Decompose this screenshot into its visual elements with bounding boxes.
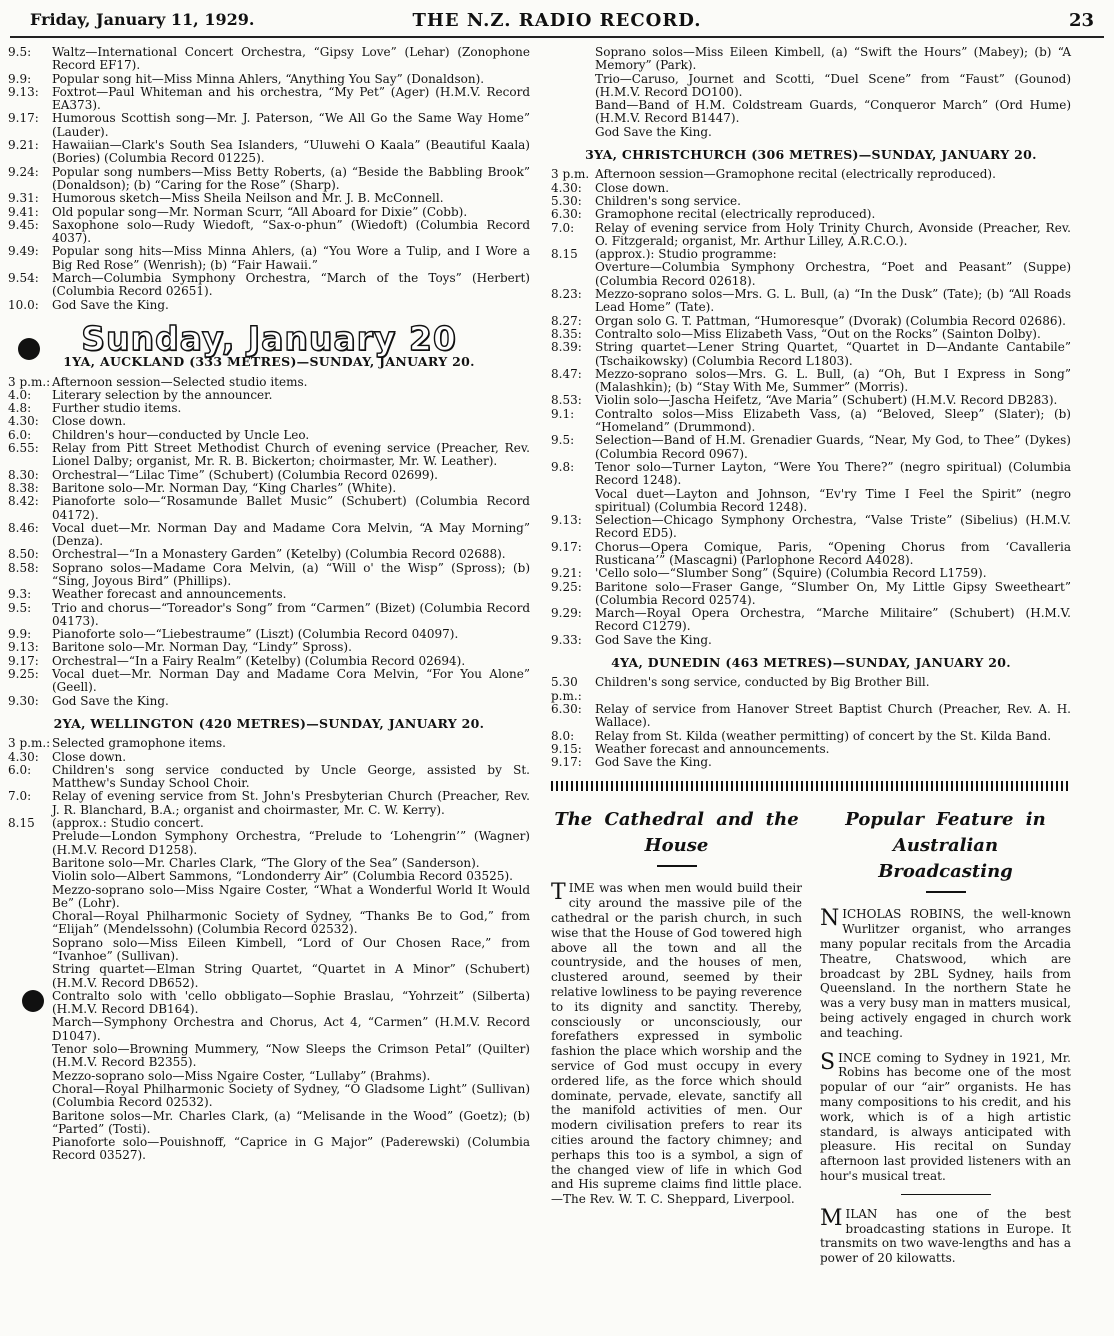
programme-time: 9.31:	[8, 191, 39, 206]
programme-description: Selection—Chicago Symphony Orchestra, “Valse Triste” (Sibelius) (H.M.V. Record ED5).	[595, 513, 1071, 541]
programme-item	[8, 442, 530, 469]
programme-item	[551, 208, 1071, 221]
programme-4ya	[551, 676, 1071, 769]
programme-item	[8, 695, 530, 708]
programme-time: 9.17:	[8, 653, 39, 668]
programme-description: Violin solo—Jascha Heifetz, “Ave Maria” (Schubert) (H.M.V. Record DB283).	[595, 393, 1058, 408]
page-header	[10, 4, 1104, 38]
programme-description: Tenor solo—Turner Layton, “Were You There?” (negro spiritual) (Columbia Record 1248).	[595, 459, 1071, 488]
programme-item	[8, 415, 530, 428]
programme-item	[551, 730, 1071, 743]
programme-description: Chorus—Opera Comique, Paris, “Opening Chorus from ‘Cavalleria Rusticana’” (Mascagni) (Parlophone Record A4028).	[595, 539, 1071, 567]
programme-line: Vocal duet—Layton and Johnson, “Ev'ry Time I Feel the Spirit” (negro spiritual) (Columbia Record 1248).	[595, 486, 1071, 514]
programme-2ya-concert	[8, 830, 530, 1162]
programme-description: Mezzo-soprano solos—Mrs. G. L. Bull, (a) “Oh, But I Express in Song” (Malashkin); (b) “Stay With Me, Summer” (Morris).	[595, 366, 1071, 395]
programme-line: March—Symphony Orchestra and Chorus, Act 4, “Carmen” (H.M.V. Record D1047).	[52, 1015, 530, 1043]
programme-line: God Save the King.	[595, 124, 712, 139]
programme-time: 9.5:	[8, 600, 32, 615]
programme-2ya-continued	[551, 46, 1071, 139]
programme-description: Weather forecast and announcements.	[52, 587, 287, 602]
programme-description: Popular song numbers—Miss Betty Roberts, (a) “Beside the Babbling Brook” (Donaldson); (b) “Caring for the Rose” (Sharp).	[52, 164, 530, 192]
programme-3ya	[551, 168, 1071, 261]
programme-time: 9.3:	[8, 587, 32, 602]
programme-time: 8.0:	[551, 728, 575, 743]
programme-line: Choral—Royal Philharmonic Society of Sydney, “O Gladsome Light” (Sullivan) (Columbia Record 02532).	[52, 1081, 530, 1110]
title-rule	[657, 865, 697, 867]
programme-item	[8, 751, 530, 764]
programme-description: Orchestral—“Lilac Time” (Schubert) (Columbia Record 02699).	[52, 467, 438, 482]
programme-time: 8.15	[551, 247, 578, 262]
programme-description: Orchestral—“In a Monastery Garden” (Ketelby) (Columbia Record 02688).	[52, 547, 506, 562]
programme-time: 6.0:	[8, 427, 32, 442]
programme-description: Selection—Band of H.M. Grenadier Guards, “Near, My God, to Thee” (Dykes) (Columbia Record 0967).	[595, 433, 1071, 461]
programme-time: 4.30:	[8, 414, 39, 429]
decorative-rule	[551, 781, 1071, 791]
programme-item	[8, 166, 530, 193]
article-text: ILAN has one of the best broadcasting stations in Europe. It transmits on two wave-lengths and has a power of 20 kilowatts.	[820, 1206, 1071, 1266]
programme-item	[551, 341, 1071, 368]
programme-item	[8, 219, 530, 246]
programme-line: Prelude—London Symphony Orchestra, “Prelude to ‘Lohengrin’” (Wagner) (H.M.V. Record D1258).	[52, 829, 530, 857]
programme-description: Vocal duet—Mr. Norman Day and Madame Cora Melvin, “A May Morning” (Denza).	[52, 520, 530, 549]
programme-time: 9.13:	[8, 84, 39, 99]
programme-time: 5.30 p.m.:	[551, 675, 582, 703]
programme-time: 8.39:	[551, 340, 582, 355]
programme-item	[8, 429, 530, 442]
page-number: 23	[1068, 10, 1094, 31]
programme-description: Baritone solo—Fraser Gange, “Slumber On, My Little Gipsy Sweetheart” (Columbia Record 02574).	[595, 579, 1071, 607]
programme-item	[551, 541, 1071, 568]
programme-item	[551, 743, 1071, 756]
programme-time: 9.17:	[551, 539, 582, 554]
right-column	[551, 46, 1071, 1276]
programme-item	[551, 288, 1071, 315]
programme-time: 9.54:	[8, 271, 39, 286]
station-heading-1ya: 1YA, AUCKLAND (333 METRES)—SUNDAY, JANUARY 20.	[63, 354, 475, 370]
programme-description: Soprano solos—Madame Cora Melvin, (a) “Will o' the Wisp” (Spross); (b) “Sing, Joyous Bird” (Phillips).	[52, 560, 530, 588]
programme-time: 9.24:	[8, 164, 39, 179]
publication-title: THE N.Z. RADIO RECORD.	[412, 10, 702, 31]
programme-item	[551, 676, 1071, 703]
programme-time: 8.50:	[8, 547, 39, 562]
drop-cap: M	[820, 1205, 843, 1231]
programme-description: Waltz—International Concert Orchestra, “Gipsy Love” (Lehar) (Zonophone Record EF17).	[52, 45, 530, 73]
programme-description: Organ solo G. T. Pattman, “Humoresque” (Dvorak) (Columbia Record 02686).	[595, 313, 1066, 328]
programme-description: Mezzo-soprano solos—Mrs. G. L. Bull, (a) “In the Dusk” (Tate); (b) “All Roads Lead Home” (Tate).	[595, 287, 1071, 315]
programme-time: 8.47:	[551, 366, 582, 381]
programme-description: March—Royal Opera Orchestra, “Marche Militaire” (Schubert) (H.M.V. Record C1279).	[595, 606, 1071, 634]
programme-description: Children's hour—conducted by Uncle Leo.	[52, 427, 310, 442]
programme-item	[8, 389, 530, 402]
programme-description: (approx.): Studio programme:	[595, 247, 777, 262]
programme-time: 9.9:	[8, 71, 32, 86]
programme-description: Afternoon session—Selected studio items.	[52, 374, 308, 389]
programme-description: Vocal duet—Mr. Norman Day and Madame Cora Melvin, “For You Alone” (Geell).	[52, 667, 530, 695]
programme-item	[8, 641, 530, 654]
friday-programme-continued	[8, 46, 530, 312]
station-heading-3ya: 3YA, CHRISTCHURCH (306 METRES)—SUNDAY, JANUARY 20.	[585, 147, 1037, 163]
programme-time: 8.27:	[551, 313, 582, 328]
article-paragraph	[820, 1051, 1071, 1184]
programme-description: God Save the King.	[595, 755, 712, 770]
programme-item	[551, 461, 1071, 488]
programme-item	[8, 206, 530, 219]
programme-time: 9.25:	[551, 579, 582, 594]
programme-item	[8, 790, 530, 817]
programme-description: Pianoforte solo—“Rosamunde Ballet Music” (Schubert) (Columbia Record 04172).	[52, 494, 530, 522]
programme-description: Afternoon session—Gramophone recital (electrically reproduced).	[595, 167, 996, 182]
programme-time: 3 p.m.	[551, 167, 590, 182]
programme-description: Popular song hit—Miss Minna Ahlers, “Anything You Say” (Donaldson).	[52, 71, 485, 86]
drop-cap: S	[820, 1049, 836, 1075]
programme-time: 8.58:	[8, 560, 39, 575]
programme-description: Humorous Scottish song—Mr. J. Paterson, “We All Go the Same Way Home” (Lauder).	[52, 111, 530, 139]
programme-description: Hawaiian—Clark's South Sea Islanders, “Uluwehi O Kaala” (Beautiful Kaala) (Bories) (Columbia Record 01225).	[52, 138, 530, 166]
programme-time: 9.45:	[8, 217, 39, 232]
programme-item	[551, 756, 1071, 769]
programme-time: 9.21:	[551, 566, 582, 581]
programme-time: 9.29:	[551, 606, 582, 621]
programme-item	[551, 368, 1071, 395]
programme-description: Close down.	[52, 749, 127, 764]
programme-item	[8, 588, 530, 601]
article-paragraph	[820, 1207, 1071, 1266]
programme-description: Relay from Pitt Street Methodist Church of evening service (Preacher, Rev. Lionel Dalby; organist, Mr. R. B. Bickerton; choirmaster, Mr. W. Leather).	[52, 441, 530, 469]
programme-description: String quartet—Lener String Quartet, “Quartet in D—Andante Cantabile” (Tschaikowsky) (Columbia Record L1803).	[595, 340, 1071, 368]
programme-3ya-part3	[551, 514, 1071, 647]
programme-time: 7.0:	[551, 220, 575, 235]
programme-time: 9.5:	[551, 433, 575, 448]
programme-description: Close down.	[595, 180, 670, 195]
programme-item	[551, 607, 1071, 634]
programme-item	[8, 139, 530, 166]
programme-item	[551, 634, 1071, 647]
programme-time: 4.30:	[8, 749, 39, 764]
programme-time: 7.0:	[8, 789, 32, 804]
programme-line: Overture—Columbia Symphony Orchestra, “Poet and Peasant” (Suppe) (Columbia Record 02618).	[595, 260, 1071, 288]
programme-time: 9.49:	[8, 244, 39, 259]
programme-description: (approx.: Studio concert.	[52, 816, 204, 831]
programme-item	[8, 402, 530, 415]
programme-time: 9.17:	[8, 111, 39, 126]
programme-item	[551, 195, 1071, 208]
programme-description: Foxtrot—Paul Whiteman and his orchestra, “My Pet” (Ager) (H.M.V. Record EA373).	[52, 84, 530, 113]
programme-item	[551, 182, 1071, 195]
programme-item	[551, 408, 1071, 435]
programme-line: Baritone solo—Mr. Charles Clark, “The Glory of the Sea” (Sanderson).	[52, 855, 480, 870]
programme-description: Trio and chorus—“Toreador's Song” from “Carmen” (Bizet) (Columbia Record 04173).	[52, 600, 530, 628]
programme-item	[551, 703, 1071, 730]
programme-time: 8.15	[8, 816, 35, 831]
programme-line: Pianoforte solo—Pouishnoff, “Caprice in G Major” (Paderewski) (Columbia Record 03527).	[52, 1135, 530, 1163]
programme-item	[551, 168, 1071, 181]
programme-time: 8.42:	[8, 494, 39, 509]
programme-description: Contralto solos—Miss Elizabeth Vass, (a) “Beloved, Sleep” (Slater); (b) “Homeland” (Drummond).	[595, 406, 1071, 435]
programme-description: Relay from St. Kilda (weather permitting) of concert by the St. Kilda Band.	[595, 728, 1052, 743]
programme-item	[8, 668, 530, 695]
programme-item	[551, 394, 1071, 407]
programme-item	[551, 581, 1071, 608]
programme-line: Mezzo-soprano solo—Miss Ngaire Coster, “Lullaby” (Brahms).	[52, 1068, 431, 1083]
programme-item	[8, 655, 530, 668]
programme-description: Close down.	[52, 414, 127, 429]
programme-time: 9.15:	[551, 741, 582, 756]
programme-line: Soprano solo—Miss Eileen Kimbell, “Lord of Our Chosen Race,” from “Ivanhoe” (Sullivan).	[52, 935, 530, 963]
programme-description: Relay of evening service from St. John's Presbyterian Church (Preacher, Rev. J. R. Blanchard, B.A.; organist and choirmaster, Mr. C. W. Kerry).	[52, 789, 530, 817]
separator-rule	[901, 1194, 991, 1195]
article-australian-broadcasting	[820, 803, 1071, 1276]
programme-time: 8.35:	[551, 326, 582, 341]
programme-time: 8.30:	[8, 467, 39, 482]
programme-time: 6.30:	[551, 701, 582, 716]
programme-description: Children's song service.	[595, 193, 741, 208]
programme-description: 'Cello solo—“Slumber Song” (Squire) (Columbia Record L1759).	[595, 566, 987, 581]
programme-item	[8, 376, 530, 389]
programme-item	[8, 628, 530, 641]
programme-item	[8, 245, 530, 272]
programme-item	[8, 299, 530, 312]
programme-time: 6.55:	[8, 441, 39, 456]
article-text: ICHOLAS ROBINS, the well-known Wurlitzer organist, who arranges many popular recitals from the Arcadia Theatre, Chatswood, which are broadcast by 2BL Sydney, hails from Queensland. In the northern State he was a very busy man in matters musical, being actively engaged in church work and teaching.	[820, 907, 1071, 1040]
programme-description: Selected gramophone items.	[52, 736, 226, 751]
drop-cap: T	[551, 880, 566, 906]
programme-time: 6.30:	[551, 207, 582, 222]
programme-description: Saxophone solo—Rudy Wiedoft, “Sax-o-phun” (Wiedoft) (Columbia Record 4037).	[52, 217, 530, 246]
programme-1ya	[8, 376, 530, 708]
programme-time: 9.30:	[8, 693, 39, 708]
programme-description: Contralto solo—Miss Elizabeth Vass, “Out on the Rocks” (Sainton Dolby).	[595, 326, 1041, 341]
programme-time: 10.0:	[8, 297, 39, 312]
programme-description: Old popular song—Mr. Norman Scurr, “All Aboard for Dixie” (Cobb).	[52, 204, 468, 219]
sunday-banner: Sunday, January 20	[81, 318, 457, 358]
programme-time: 9.17:	[551, 755, 582, 770]
article-paragraph	[820, 907, 1071, 1040]
programme-time: 9.41:	[8, 204, 39, 219]
programme-description: Weather forecast and announcements.	[595, 741, 830, 756]
article-cathedral	[551, 803, 802, 1276]
programme-line: Tenor solo—Browning Mummery, “Now Sleeps the Crimson Petal” (Quilter) (H.M.V. Record B2355).	[52, 1042, 530, 1070]
programme-item	[8, 562, 530, 589]
programme-item	[8, 469, 530, 482]
programme-description: Further studio items.	[52, 401, 182, 416]
programme-description: Relay of service from Hanover Street Baptist Church (Preacher, Rev. A. H. Wallace).	[595, 701, 1071, 730]
article-text: INCE coming to Sydney in 1921, Mr. Robins has become one of the most popular of our “air” organists. He has many compositions to his credit, and his work, which is of a high artistic standard, is always anticipated with pleasure. His recital on Sunday afternoon last provided listeners with an hour's musical treat.	[820, 1050, 1071, 1183]
programme-time: 9.1:	[551, 406, 575, 421]
programme-item	[8, 548, 530, 561]
programme-item	[8, 602, 530, 629]
programme-item	[8, 112, 530, 139]
programme-3ya-part2	[551, 288, 1071, 487]
programme-time: 8.23:	[551, 287, 582, 302]
programme-item	[8, 482, 530, 495]
programme-2ya	[8, 737, 530, 830]
programme-description: Literary selection by the announcer.	[52, 387, 273, 402]
programme-time: 9.13:	[551, 513, 582, 528]
feature-articles	[551, 803, 1071, 1276]
station-heading-2ya: 2YA, WELLINGTON (420 METRES)—SUNDAY, JANUARY 20.	[53, 715, 485, 731]
programme-item	[551, 514, 1071, 541]
programme-description: Baritone solo—Mr. Norman Day, “King Charles” (White).	[52, 480, 397, 495]
programme-item	[551, 248, 1071, 261]
programme-time: 6.0:	[8, 762, 32, 777]
programme-line: Mezzo-soprano solo—Miss Ngaire Coster, “What a Wonderful World It Would Be” (Lohr).	[52, 882, 530, 910]
programme-item	[8, 86, 530, 113]
programme-time: 9.9:	[8, 627, 32, 642]
programme-description: Relay of evening service from Holy Trinity Church, Avonside (Preacher, Rev. O. Fitzgerald; organist, Mr. Arthur Lilley, A.R.C.O.).	[595, 220, 1071, 248]
programme-time: 9.8:	[551, 459, 575, 474]
programme-line: String quartet—Elman String Quartet, “Quartet in A Minor” (Schubert) (H.M.V. Record DB652).	[52, 962, 530, 990]
issue-date: Friday, January 11, 1929.	[30, 10, 255, 29]
programme-item	[8, 764, 530, 791]
programme-description: Humorous sketch—Miss Sheila Neilson and Mr. J. B. McConnell.	[52, 191, 444, 206]
programme-time: 8.38:	[8, 480, 39, 495]
article-title: Popular Feature in Australian Broadcasting	[845, 809, 1046, 883]
programme-line: Choral—Royal Philharmonic Society of Sydney, “Thanks Be to God,” from “Elijah” (Mendelssohn) (Columbia Record 02532).	[52, 909, 530, 937]
programme-description: March—Columbia Symphony Orchestra, “March of the Toys” (Herbert) (Columbia Record 02651).	[52, 271, 530, 299]
drop-cap: N	[820, 906, 840, 932]
programme-item	[551, 222, 1071, 249]
programme-item	[8, 737, 530, 750]
programme-time: 9.5:	[8, 45, 32, 59]
programme-time: 8.46:	[8, 520, 39, 535]
programme-item	[8, 495, 530, 522]
programme-line: Contralto solo with 'cello obbligato—Sophie Braslau, “Yohrzeit” (Silberta) (H.M.V. Record DB164).	[52, 988, 530, 1017]
programme-description: Children's song service, conducted by Big Brother Bill.	[595, 675, 930, 690]
station-heading-4ya: 4YA, DUNEDIN (463 METRES)—SUNDAY, JANUARY 20.	[611, 655, 1011, 671]
programme-item	[8, 46, 530, 73]
programme-item	[8, 272, 530, 299]
programme-description: God Save the King.	[595, 632, 712, 647]
programme-time: 5.30:	[551, 193, 582, 208]
programme-time: 9.13:	[8, 640, 39, 655]
programme-time: 4.8:	[8, 401, 32, 416]
programme-description: Children's song service conducted by Uncle George, assisted by St. Matthew's Sunday School Choir.	[52, 762, 530, 791]
programme-item	[8, 73, 530, 86]
programme-line: Violin solo—Albert Sammons, “Londonderry Air” (Columbia Record 03525).	[52, 869, 513, 884]
programme-time: 9.25:	[8, 667, 39, 682]
programme-time: 9.33:	[551, 632, 582, 647]
programme-item	[551, 328, 1071, 341]
programme-item	[551, 434, 1071, 461]
programme-time: 4.0:	[8, 387, 32, 402]
programme-line: Baritone solos—Mr. Charles Clark, (a) “Melisande in the Wood” (Goetz); (b) “Parted” (Tosti).	[52, 1108, 530, 1136]
title-rule	[926, 891, 966, 893]
programme-item	[8, 192, 530, 205]
programme-description: God Save the King.	[52, 297, 169, 312]
programme-time: 3 p.m.:	[8, 374, 51, 389]
programme-description: Baritone solo—Mr. Norman Day, “Lindy” Spross).	[52, 640, 352, 655]
programme-description: Gramophone recital (electrically reproduced).	[595, 207, 876, 222]
programme-time: 9.21:	[8, 138, 39, 153]
programme-item	[551, 315, 1071, 328]
article-text: IME was when men would build their city around the massive pile of the cathedral or the parish church, in such wise that the House of God towered high above all the town and all the countryside, and the houses of men, clustered around, seemed by their relative lowliness to be paying reverence to its dignity and sanctity. Thereby, consciously or unconsciously, our forefathers expressed in symbolic fashion the place which worship and the service of God must occupy in every ordered life, as the force which should dominate, pervade, elevate, sanctify all the manifold activities of men. Our modern civilisation prefers to rear its cities around the factory chimney; and perhaps this too is a symbol, a sign of the changed view of life in which God and His supreme claims find little place.—The Rev. W. T. C. Sheppard, Liverpool.	[551, 881, 802, 1207]
programme-line: Band—Band of H.M. Coldstream Guards, “Conqueror March” (Ord Hume) (H.M.V. Record B1447).	[595, 98, 1071, 126]
programme-item	[8, 817, 530, 830]
article-body	[551, 881, 802, 1207]
left-column	[8, 46, 530, 1163]
article-title: The Cathedral and the House	[554, 809, 799, 857]
programme-item	[551, 567, 1071, 580]
programme-description: God Save the King.	[52, 693, 169, 708]
programme-line: Soprano solos—Miss Eileen Kimbell, (a) “Swift the Hours” (Mabey); (b) “A Memory” (Park).	[595, 45, 1071, 73]
programme-time: 4.30:	[551, 180, 582, 195]
programme-description: Pianoforte solo—“Liebestraume” (Liszt) (Columbia Record 04097).	[52, 627, 459, 642]
programme-description: Popular song hits—Miss Minna Ahlers, (a) “You Wore a Tulip, and I Wore a Big Red Rose” (Wenrish); (b) “Fair Hawaii.”	[52, 244, 530, 272]
programme-description: Orchestral—“In a Fairy Realm” (Ketelby) (Columbia Record 02694).	[52, 653, 466, 668]
programme-item	[8, 522, 530, 549]
programme-time: 3 p.m.:	[8, 736, 51, 751]
programme-line: Trio—Caruso, Journet and Scotti, “Duel Scene” from “Faust” (Gounod) (H.M.V. Record DO100).	[595, 71, 1071, 99]
programme-time: 8.53:	[551, 393, 582, 408]
